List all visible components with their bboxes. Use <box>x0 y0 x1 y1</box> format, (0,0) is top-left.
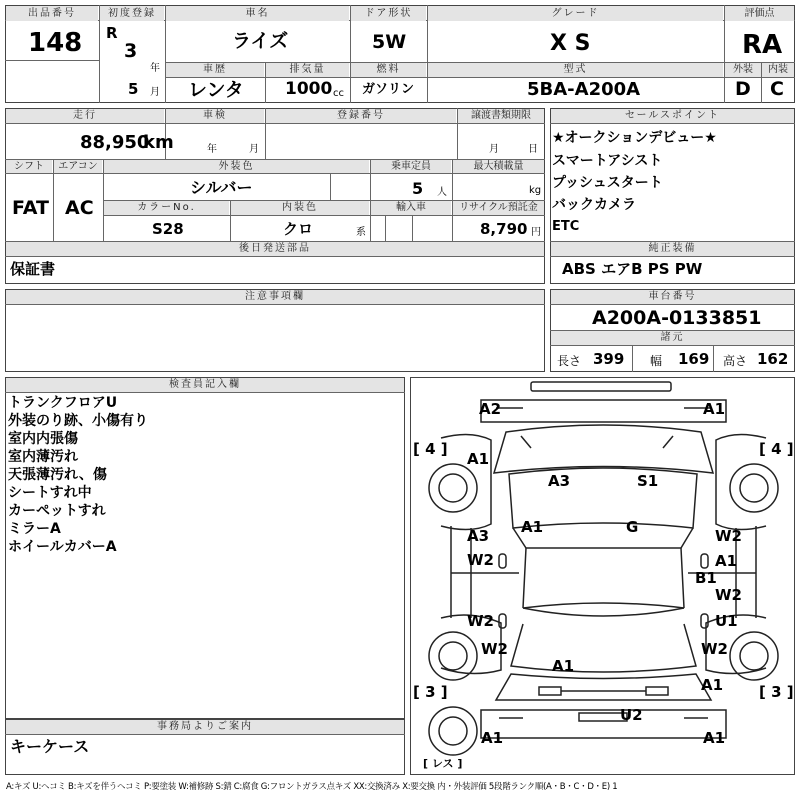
damage-mark: W2 <box>715 527 742 545</box>
damage-mark: U2 <box>620 706 643 724</box>
interior-color-unit: 系 <box>356 227 366 238</box>
exterior-color-label: 外装色 <box>104 160 369 173</box>
spare-tire: [ レス ] <box>423 757 463 770</box>
damage-mark: W2 <box>467 612 494 630</box>
inspection-month-unit: 月 <box>249 144 259 155</box>
inspector-item: 外装のり跡、小傷有り <box>8 413 148 429</box>
notes-label: 注意事項欄 <box>6 290 544 304</box>
inspector-item: カーペットすれ <box>8 503 106 519</box>
recycle-label: リサイクル預託金 <box>453 201 544 215</box>
exterior-score: D <box>735 78 751 100</box>
sales-point-item: スマートアシスト <box>552 153 663 169</box>
height-label: 高さ <box>723 354 748 368</box>
exterior-label: 外装 <box>725 63 761 77</box>
damage-mark: S1 <box>637 472 659 490</box>
legend: A:キズ U:ヘコミ B:キズを伴うヘコミ P:要塗装 W:補修跡 S:錆 C:腐食 G:フロントガラス点キズ XX:交換済み X:要交換 内・外装評価 5段階ランク順(A・B・C・D・E) 1 <box>6 782 618 792</box>
equipment-label: 純正装備 <box>551 242 794 256</box>
color-number: S28 <box>152 220 184 238</box>
interior-color: クロ <box>283 220 314 238</box>
capacity: 5 <box>412 179 424 198</box>
model-label: 型式 <box>428 63 723 77</box>
car-history: レンタ <box>188 79 244 101</box>
tire-rear-left: [ 3 ] <box>413 683 448 701</box>
inspector-item: ミラーA <box>8 521 61 537</box>
width: 169 <box>678 350 710 368</box>
fuel-label: 燃料 <box>351 63 426 77</box>
inspector-item: 室内薄汚れ <box>8 449 78 465</box>
specs-label: 諸元 <box>551 331 794 345</box>
equipment: ABS エアB PS PW <box>562 260 703 278</box>
score-label: 評価点 <box>725 6 794 21</box>
door-label: ドア形状 <box>351 6 426 21</box>
damage-mark: A1 <box>701 676 724 694</box>
damage-mark: W2 <box>701 640 728 658</box>
later-parts-label: 後日発送部品 <box>6 242 544 256</box>
displacement-unit: cc <box>333 88 344 99</box>
car-outline <box>411 378 796 776</box>
damage-mark: A3 <box>467 527 490 545</box>
car-name: ライズ <box>232 30 289 52</box>
later-parts: 保証書 <box>10 260 56 278</box>
office-label: 事務局よりご案内 <box>6 720 404 734</box>
inspector-item: 室内内張傷 <box>8 431 78 447</box>
chassis-label: 車台番号 <box>551 290 794 304</box>
interior-color-label: 内装色 <box>231 201 369 215</box>
damage-mark: A1 <box>715 552 738 570</box>
damage-mark: A2 <box>479 400 502 418</box>
transfer-day-unit: 日 <box>528 144 538 155</box>
sales-point-item: ★オークションデビュー★ <box>552 130 717 146</box>
capacity-unit: 人 <box>437 187 447 198</box>
aircon-label: エアコン <box>54 160 102 173</box>
inspection-label: 車検 <box>166 109 264 123</box>
exterior-color: シルバー <box>190 178 253 197</box>
width-label: 幅 <box>650 354 663 368</box>
damage-mark: A1 <box>703 729 726 747</box>
inspector-item: 天張薄汚れ、傷 <box>8 467 107 483</box>
model-code: 5BA-A200A <box>527 79 641 100</box>
displacement: 1000 <box>285 79 333 99</box>
year-unit: 年 <box>150 63 160 74</box>
month-unit: 月 <box>150 87 160 98</box>
grade: X S <box>550 31 591 56</box>
displacement-label: 排気量 <box>266 63 349 77</box>
damage-mark: W2 <box>467 551 494 569</box>
max-load-unit: kg <box>529 185 542 196</box>
score: RA <box>742 30 783 60</box>
inspector-item: トランクフロアU <box>8 395 118 411</box>
fuel: ガソリン <box>362 82 415 97</box>
recycle-fee: 8,790 <box>480 220 528 238</box>
inspector-item: ホイールカバーA <box>8 539 117 555</box>
sales-point-item: プッシュスタート <box>552 175 663 191</box>
transfer-month-unit: 月 <box>489 144 499 155</box>
office-note: キーケース <box>10 737 90 756</box>
damage-mark: G <box>626 518 639 536</box>
damage-mark: A1 <box>552 657 575 675</box>
max-load-label: 最大積載量 <box>453 160 544 173</box>
grade-label: グレード <box>428 6 723 21</box>
interior-score: C <box>770 78 784 100</box>
tire-front-left: [ 4 ] <box>413 440 448 458</box>
first-registration-label: 初度登録 <box>100 6 164 21</box>
registration-number-label: 登録番号 <box>266 109 456 123</box>
interior-label: 内装 <box>762 63 794 77</box>
sales-points-label: セールスポイント <box>551 109 794 123</box>
aircon: AC <box>65 197 94 219</box>
damage-mark: A1 <box>521 518 544 536</box>
damage-mark: A1 <box>703 400 726 418</box>
lot-number: 148 <box>28 28 83 58</box>
shift: FAT <box>12 197 49 219</box>
import-label: 輸入車 <box>371 201 451 215</box>
sales-point-item: バックカメラ <box>552 197 636 213</box>
inspector-item: シートすれ中 <box>8 485 92 501</box>
length-label: 長さ <box>557 354 582 368</box>
damage-mark: A1 <box>467 450 490 468</box>
damage-diagram <box>410 377 795 775</box>
damage-mark: A3 <box>548 472 571 490</box>
tire-front-right: [ 4 ] <box>759 440 794 458</box>
damage-mark: W2 <box>481 640 508 658</box>
sales-point-item: ETC <box>552 219 580 234</box>
era: R <box>106 24 118 42</box>
length: 399 <box>593 350 625 368</box>
mileage-unit: km <box>143 132 174 153</box>
lot-label: 出品番号 <box>6 6 98 21</box>
mileage-label: 走行 <box>6 109 164 123</box>
inspector-label: 検査員記入欄 <box>6 378 404 392</box>
car-name-label: 車名 <box>166 6 349 21</box>
shift-label: シフト <box>6 160 52 173</box>
history-label: 車歴 <box>166 63 264 77</box>
damage-mark: B1 <box>695 569 717 587</box>
chassis-number: A200A-0133851 <box>592 307 762 329</box>
damage-mark: W2 <box>715 586 742 604</box>
damage-mark: U1 <box>715 612 738 630</box>
damage-mark: A1 <box>481 729 504 747</box>
capacity-label: 乗車定員 <box>371 160 451 173</box>
inspection-year-unit: 年 <box>207 144 217 155</box>
registration-month: 5 <box>128 80 139 98</box>
door-type: 5W <box>372 31 407 53</box>
recycle-unit: 円 <box>531 227 541 238</box>
tire-rear-right: [ 3 ] <box>759 683 794 701</box>
color-number-label: カラーNo. <box>104 201 229 215</box>
transfer-deadline-label: 譲渡書類期限 <box>458 109 544 123</box>
registration-year: 3 <box>124 40 138 62</box>
mileage: 88,950 <box>80 132 150 153</box>
height: 162 <box>757 350 789 368</box>
